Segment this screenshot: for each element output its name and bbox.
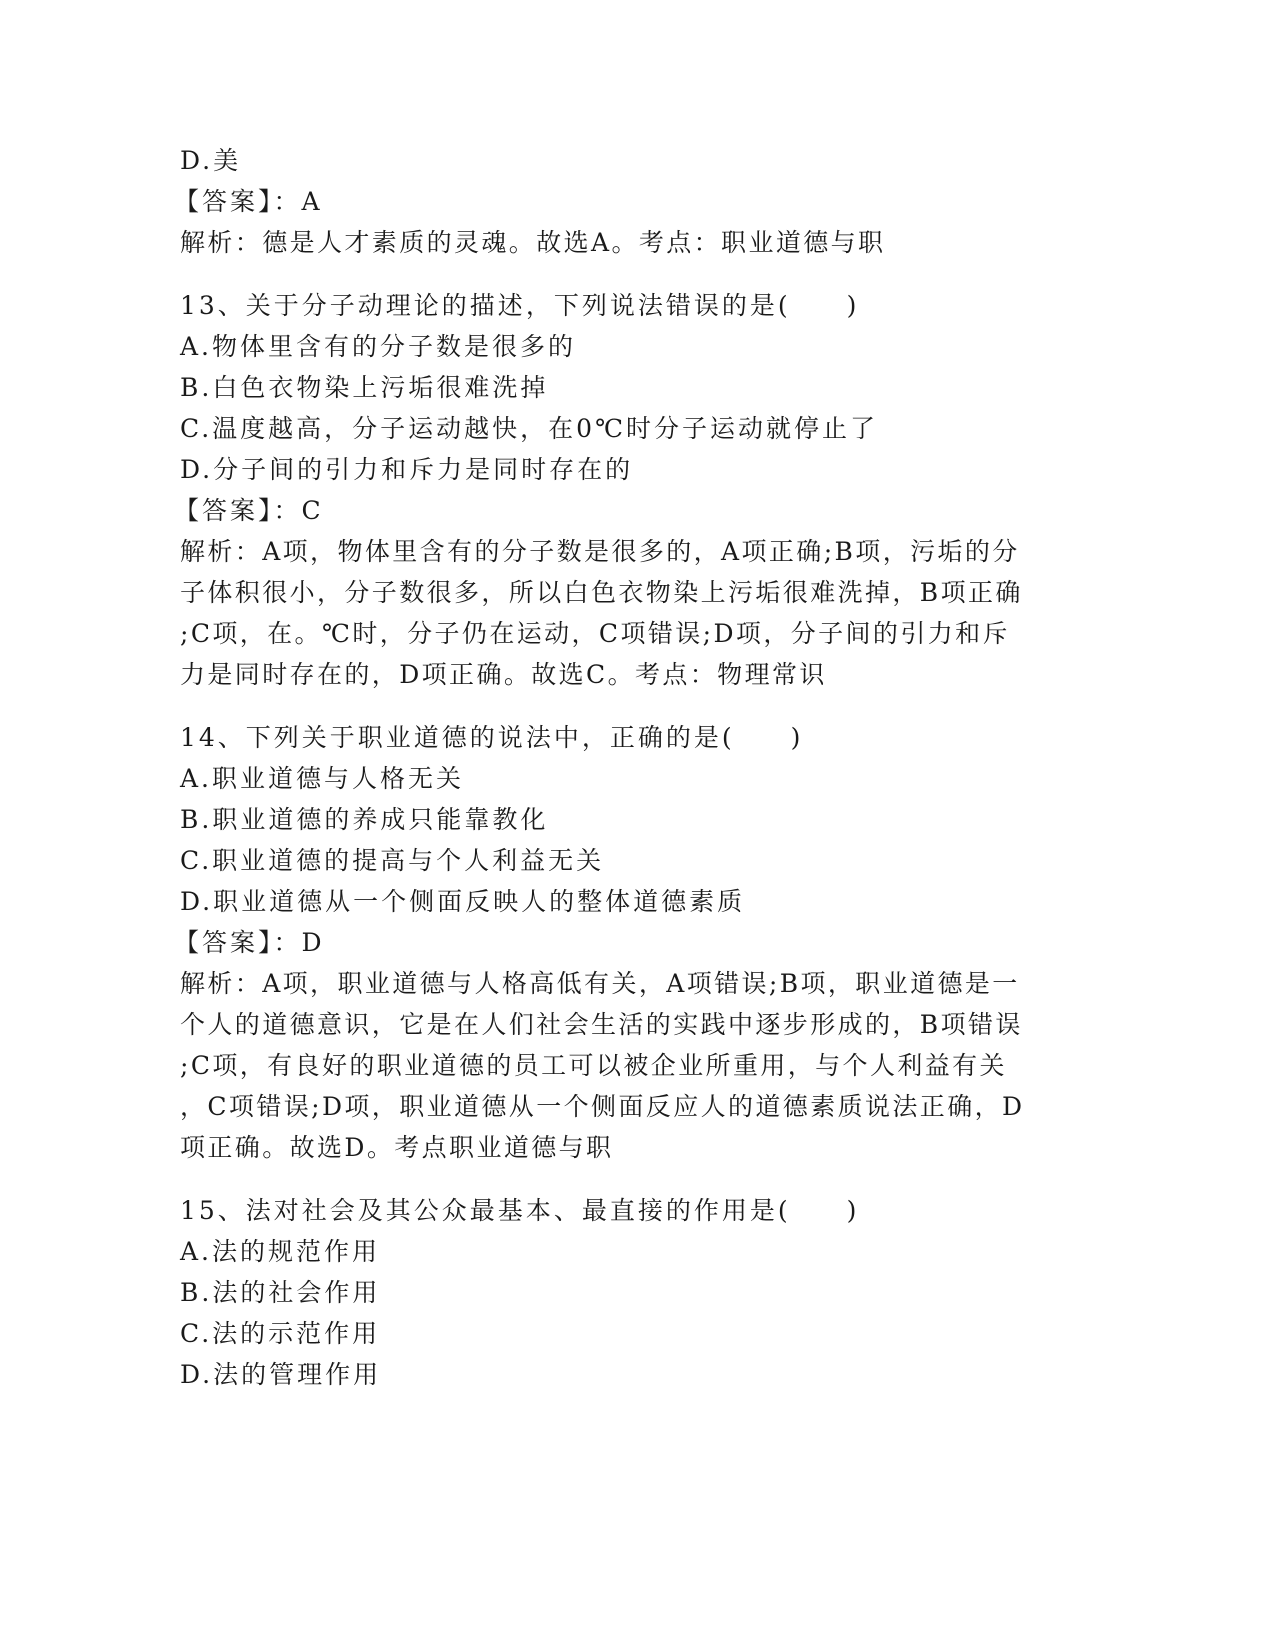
option-b: B.白色衣物染上污垢很难洗掉 xyxy=(180,373,549,402)
question-14 xyxy=(174,717,1050,1168)
analysis-line: 子体积很小，分子数很多，所以白色衣物染上污垢很难洗掉，B项正确 xyxy=(180,578,1023,607)
option-a: A.职业道德与人格无关 xyxy=(180,764,465,793)
analysis xyxy=(180,963,1050,1168)
option-d: D.分子间的引力和斥力是同时存在的 xyxy=(180,455,634,484)
option-c: C.法的示范作用 xyxy=(180,1319,381,1348)
question-text: 14、下列关于职业道德的说法中，正确的是( ) xyxy=(180,723,804,752)
question-12-tail xyxy=(174,140,1050,263)
question-text: 15、法对社会及其公众最基本、最直接的作用是( ) xyxy=(180,1196,860,1225)
question-text: 13、关于分子动理论的描述，下列说法错误的是( ) xyxy=(180,291,860,320)
block-gap xyxy=(180,263,1050,285)
analysis xyxy=(180,531,1050,695)
block-gap xyxy=(180,695,1050,717)
analysis-line: 个人的道德意识，它是在人们社会生活的实践中逐步形成的，B项错误 xyxy=(180,1010,1023,1039)
option-d: D.美 xyxy=(180,146,242,175)
option-c: C.温度越高，分子运动越快，在0℃时分子运动就停止了 xyxy=(180,414,879,443)
answer-line: 【答案】：C xyxy=(174,496,324,525)
analysis-line: 解析：A项，物体里含有的分子数是很多的，A项正确;B项，污垢的分 xyxy=(180,537,1020,566)
answer-line: 【答案】：A xyxy=(174,187,323,216)
answer-line: 【答案】：D xyxy=(174,928,325,957)
question-13 xyxy=(174,285,1050,695)
block-gap xyxy=(180,1168,1050,1190)
option-d: D.职业道德从一个侧面反映人的整体道德素质 xyxy=(180,887,746,916)
option-c: C.职业道德的提高与个人利益无关 xyxy=(180,846,605,875)
option-b: B.职业道德的养成只能靠教化 xyxy=(180,805,549,834)
option-d: D.法的管理作用 xyxy=(180,1360,382,1389)
analysis-line: 力是同时存在的，D项正确。故选C。考点：物理常识 xyxy=(180,660,827,689)
document-page xyxy=(174,140,1050,1395)
analysis-line: ，C项错误;D项，职业道德从一个侧面反应人的道德素质说法正确，D xyxy=(180,1092,1025,1121)
question-15 xyxy=(180,1190,1050,1395)
analysis-line: 解析：A项，职业道德与人格高低有关，A项错误;B项，职业道德是一 xyxy=(180,969,1020,998)
option-a: A.法的规范作用 xyxy=(180,1237,381,1266)
analysis-line: ;C项，有良好的职业道德的员工可以被企业所重用，与个人利益有关 xyxy=(180,1051,1007,1080)
analysis-line: ;C项，在。℃时，分子仍在运动，C项错误;D项，分子间的引力和斥 xyxy=(180,619,1010,648)
option-a: A.物体里含有的分子数是很多的 xyxy=(180,332,577,361)
analysis-line: 解析：德是人才素质的灵魂。故选A。考点：职业道德与职 xyxy=(180,228,886,257)
analysis-line: 项正确。故选D。考点职业道德与职 xyxy=(180,1133,614,1162)
option-b: B.法的社会作用 xyxy=(180,1278,381,1307)
analysis xyxy=(180,222,1050,263)
